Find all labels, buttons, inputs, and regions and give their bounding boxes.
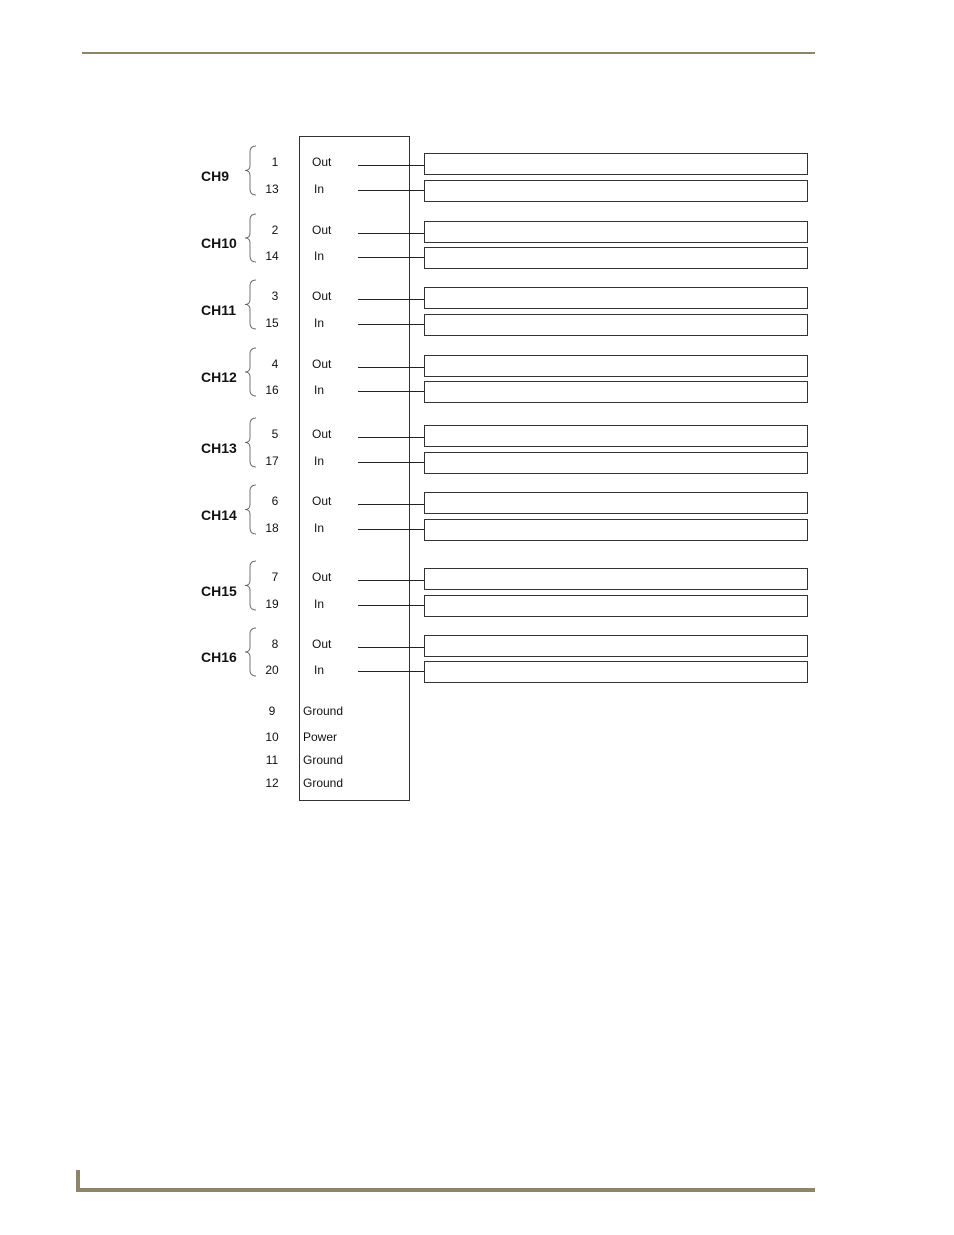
pin-function-label: Ground: [303, 704, 344, 718]
pin-number: 7: [271, 570, 279, 584]
signal-in-label: In: [314, 383, 325, 397]
channel-label: CH10: [201, 235, 237, 251]
pin-function-label: Ground: [303, 776, 344, 790]
channel-label: CH16: [201, 649, 237, 665]
channel-label: CH12: [201, 369, 237, 385]
signal-out-label: Out: [312, 357, 332, 371]
channel-brace: [244, 348, 260, 396]
out-field-box: [424, 153, 808, 175]
out-field-box: [424, 492, 808, 514]
signal-in-label: In: [314, 182, 325, 196]
channel-brace: [244, 418, 260, 467]
pin-number: 14: [265, 249, 279, 263]
signal-out-label: Out: [312, 289, 332, 303]
signal-in-label: In: [314, 663, 325, 677]
out-field-box: [424, 355, 808, 377]
signal-in-label: In: [314, 597, 325, 611]
signal-in-label: In: [314, 249, 325, 263]
pin-function-label: Ground: [303, 753, 344, 767]
out-field-box: [424, 425, 808, 447]
lead-line: [358, 605, 425, 606]
lead-line: [358, 299, 425, 300]
pin-number: 13: [265, 182, 279, 196]
in-field-box: [424, 247, 808, 269]
in-field-box: [424, 314, 808, 336]
pin-number: 15: [265, 316, 279, 330]
pin-number: 16: [265, 383, 279, 397]
signal-in-label: In: [314, 521, 325, 535]
pin-number: 1: [271, 155, 279, 169]
signal-out-label: Out: [312, 155, 332, 169]
in-field-box: [424, 381, 808, 403]
lead-line: [358, 504, 425, 505]
pin-number: 20: [265, 663, 279, 677]
pin-number: 10: [265, 730, 279, 744]
lead-line: [358, 462, 425, 463]
pin-number: 9: [268, 704, 276, 718]
pin-number: 8: [271, 637, 279, 651]
in-field-box: [424, 661, 808, 683]
in-field-box: [424, 180, 808, 202]
lead-line: [358, 165, 425, 166]
channel-label: CH9: [201, 167, 230, 184]
lead-line: [358, 580, 425, 581]
channel-brace: [244, 628, 260, 676]
pin-number: 2: [271, 223, 279, 237]
lead-line: [358, 257, 425, 258]
pin-number: 11: [265, 753, 279, 767]
in-field-box: [424, 519, 808, 541]
lead-line: [358, 190, 425, 191]
pin-number: 17: [265, 454, 279, 468]
pin-number: 5: [271, 427, 279, 441]
signal-out-label: Out: [312, 223, 332, 237]
in-field-box: [424, 452, 808, 474]
lead-line: [358, 367, 425, 368]
lead-line: [358, 233, 425, 234]
pin-number: 6: [271, 494, 279, 508]
lead-line: [358, 324, 425, 325]
pin-number: 3: [271, 289, 279, 303]
signal-in-label: In: [314, 316, 325, 330]
out-field-box: [424, 287, 808, 309]
out-field-box: [424, 568, 808, 590]
channel-brace: [244, 214, 260, 262]
channel-label: CH13: [201, 439, 237, 456]
channel-brace: [244, 485, 260, 534]
channel-brace: [244, 280, 260, 329]
channel-label: CH11: [201, 301, 237, 318]
pin-number: 4: [271, 357, 279, 371]
lead-line: [358, 671, 425, 672]
signal-out-label: Out: [312, 637, 332, 651]
lead-line: [358, 529, 425, 530]
channel-brace: [244, 561, 260, 610]
lead-line: [358, 647, 425, 648]
pin-number: 19: [265, 597, 279, 611]
channel-brace: [244, 146, 260, 195]
signal-in-label: In: [314, 454, 325, 468]
lead-line: [358, 391, 425, 392]
header-rule: [82, 52, 815, 54]
signal-out-label: Out: [312, 494, 332, 508]
lead-line: [358, 437, 425, 438]
channel-label: CH15: [201, 582, 237, 599]
out-field-box: [424, 221, 808, 243]
footer-rule: [76, 1188, 815, 1192]
out-field-box: [424, 635, 808, 657]
channel-label: CH14: [201, 506, 237, 523]
pin-number: 18: [265, 521, 279, 535]
in-field-box: [424, 595, 808, 617]
pin-number: 12: [265, 776, 279, 790]
signal-out-label: Out: [312, 427, 332, 441]
signal-out-label: Out: [312, 570, 332, 584]
pin-function-label: Power: [303, 730, 338, 744]
